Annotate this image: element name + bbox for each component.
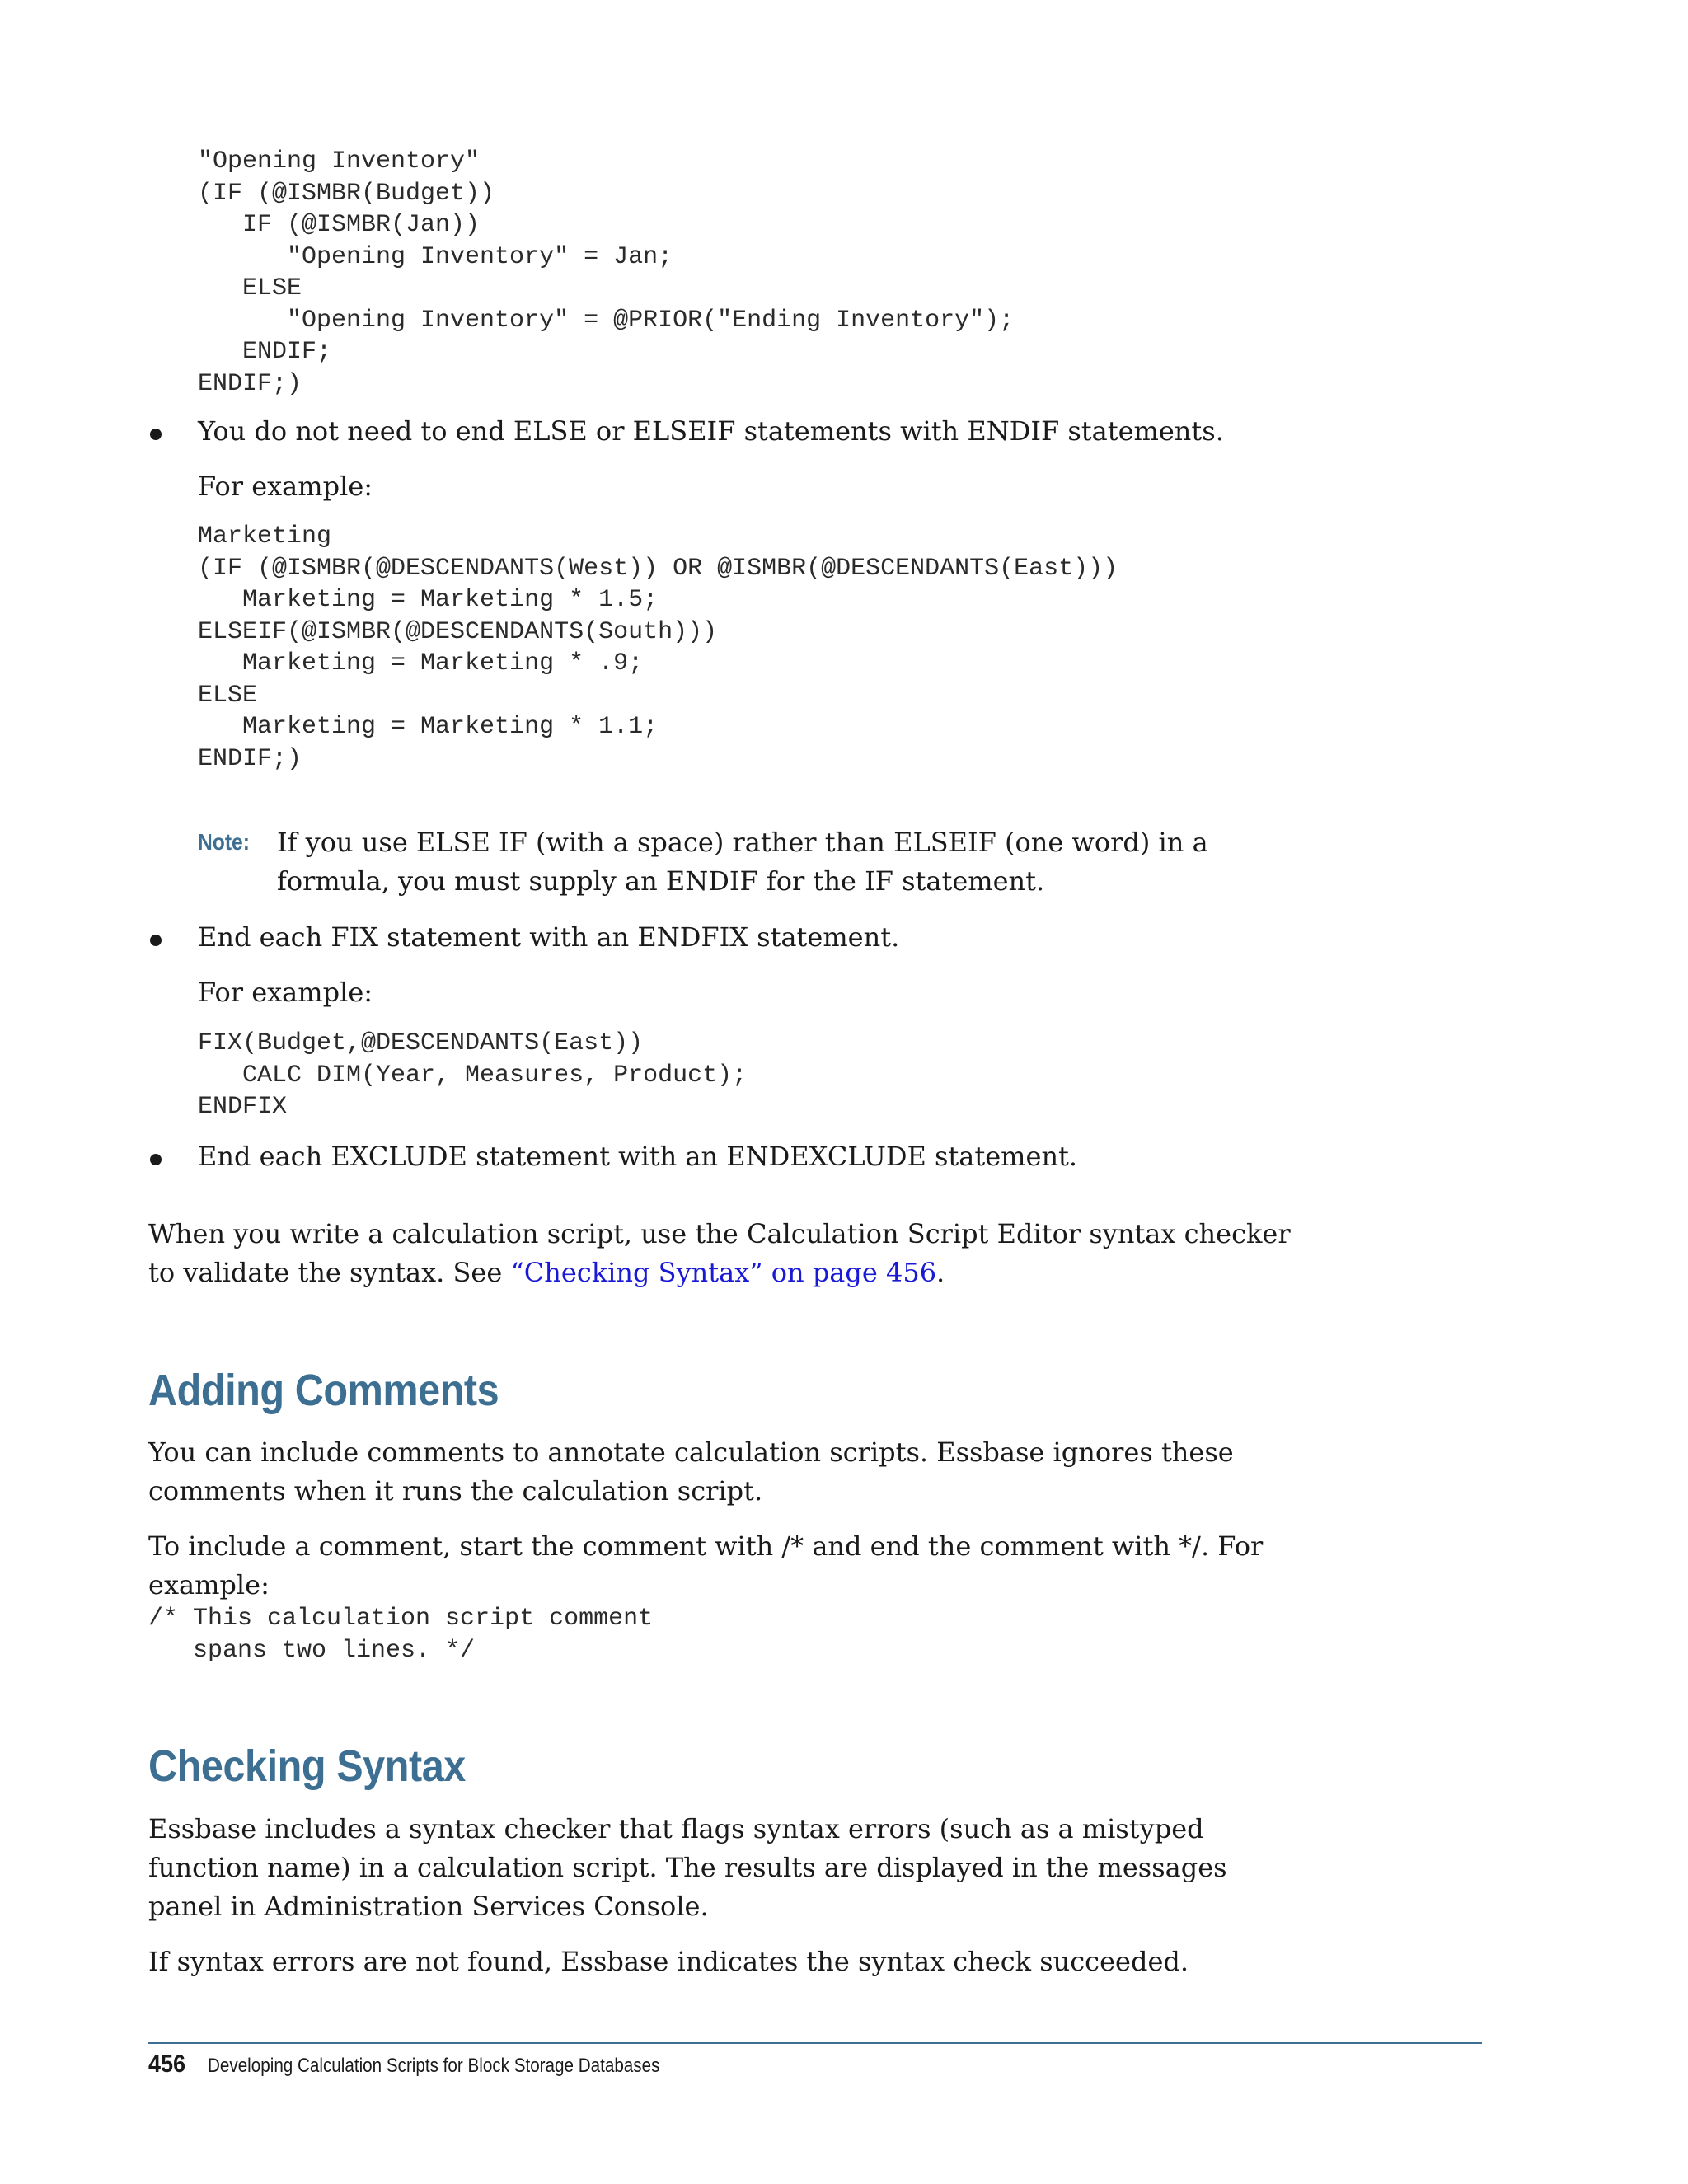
checking-syntax-paragraph-2: If syntax errors are not found, Essbase indicates the syntax check succeeded.	[148, 1946, 1189, 1977]
bullet-text-fix: End each FIX statement with an ENDFIX statement.	[198, 921, 900, 953]
heading-checking-syntax: Checking Syntax	[148, 1741, 466, 1791]
footer-page-number: 456	[148, 2050, 186, 2078]
bullet-text-exclude: End each EXCLUDE statement with an ENDEXCLUDE statement.	[198, 1141, 1078, 1172]
note-text: If you use ELSE IF (with a space) rather than ELSEIF (one word) in a formula, you must supply an ENDIF for the IF statement.	[277, 827, 1208, 897]
adding-comments-paragraph-2: To include a comment, start the comment with /* and end the comment with */. For example:	[148, 1530, 1264, 1601]
code-block-opening-inventory: "Opening Inventory" (IF (@ISMBR(Budget)) IF (@ISMBR(Jan)) "Opening Inventory" = Jan; ELSE "Opening Inventory" = @PRIOR("Ending Inventory"); ENDIF; ENDIF;)	[198, 148, 1015, 398]
for-example-label: For example:	[198, 977, 373, 1008]
bullet-marker	[150, 1154, 162, 1165]
syntax-para-end: .	[936, 1257, 945, 1288]
code-block-marketing: Marketing (IF (@ISMBR(@DESCENDANTS(West)) OR @ISMBR(@DESCENDANTS(East))) Marketing = Marketing * 1.5; ELSEIF(@ISMBR(@DESCENDANTS(South))) Marketing = Marketing * .9; ELSE Marketing = Marketing * 1.1; ENDIF;)	[198, 523, 1118, 773]
code-block-comment: /* This calculation script comment spans two lines. */	[148, 1605, 654, 1665]
bullet-marker	[150, 429, 162, 440]
syntax-para-text: When you write a calculation script, use the Calculation Script Editor syntax checker to validate the syntax. See	[148, 1218, 1291, 1288]
for-example-label: For example:	[198, 471, 373, 502]
checking-syntax-link[interactable]: “Checking Syntax” on page 456	[510, 1257, 937, 1288]
note-label: Note:	[198, 829, 250, 855]
adding-comments-paragraph-1: You can include comments to annotate calculation scripts. Essbase ignores these comments when it runs the calculation script.	[148, 1436, 1234, 1507]
bullet-text-else-elseif: You do not need to end ELSE or ELSEIF statements with ENDIF statements.	[198, 415, 1224, 447]
code-block-fix: FIX(Budget,@DESCENDANTS(East)) CALC DIM(Year, Measures, Product); ENDFIX	[198, 1029, 748, 1121]
footer-rule	[148, 2042, 1482, 2044]
checking-syntax-paragraph-1: Essbase includes a syntax checker that flags syntax errors (such as a mistyped function name) in a calculation script. The results are displayed in the messages panel in Administration Services Console.	[148, 1813, 1227, 1922]
footer-chapter-title: Developing Calculation Scripts for Block Storage Databases	[208, 2055, 660, 2077]
syntax-checker-paragraph	[148, 1215, 1302, 1292]
bullet-marker	[150, 935, 162, 946]
heading-adding-comments: Adding Comments	[148, 1366, 499, 1415]
